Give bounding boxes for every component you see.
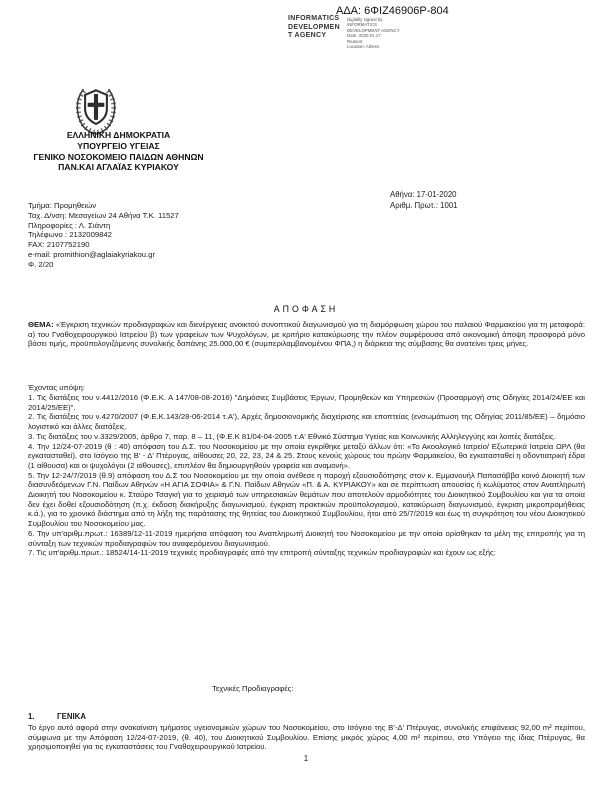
date-line: Αθήνα: 17-01-2020 — [390, 190, 457, 199]
having-intro: Έχοντας υπόψη: — [28, 383, 85, 392]
signature-detail-line: Digitally signed by — [347, 17, 383, 22]
hospital-name-line2: ΠΑΝ.ΚΑΙ ΑΓΛΑΪΑΣ ΚΥΡΙΑΚΟΥ — [58, 162, 179, 173]
meta-block — [390, 190, 458, 211]
address-line: Ταχ. Δ/νση: Μεσογείων 24 Αθήνα Τ.Κ. 11527 — [28, 210, 179, 220]
having-item-1: 1. Τις διατάξεις του ν.4412/2016 (Φ.Ε.Κ. Α 147/08-08-2016) "Δημόσιες Συμβάσεις Έργων, Προμηθειών και Υπηρεσιών (Προσαρμογή στις Οδηγίες 2014/24/ΕΕ και 2014/25/ΕΕ)". — [28, 393, 585, 412]
contact-block — [28, 201, 179, 270]
signature-agency-line: DEVELOPMEN — [288, 23, 341, 31]
having-item-7: 7. Τις υπ'αριθμ.πρωτ.: 18524/14-11-2019 τεχνικές προδιαγραφές από την επιτροπή σύνταξης τεχνικών προδιαγραφών και έχουν ως εξής: — [28, 548, 496, 558]
hospital-name-line1: ΓΕΝΙΚΟ ΝΟΣΟΚΟΜΕΙΟ ΠΑΙΔΩΝ ΑΘΗΝΩΝ — [33, 151, 204, 162]
subject-label: ΘΕΜΑ: — [28, 320, 54, 329]
protocol-line: Αριθμ. Πρωτ.: 1001 — [390, 200, 458, 210]
having-item-2: 2. Τις διατάξεις του ν.4270/2007 (Φ.Ε.Κ.143/28-06-2014 τ.Α'), Αρχές δημοσιονομικής διαχείρισης και εποπτείας (ενσωμάτωση της Οδηγίας 2011/85/ΕΕ) – δημόσιο λογιστικό και άλλες διατάξεις. — [28, 412, 585, 432]
file-ref-line: Φ. 2/20 — [28, 259, 54, 269]
general-section-number: 1. — [28, 712, 35, 721]
department-line: Τμήμα: Προμηθειών — [28, 201, 97, 210]
signature-detail-line: Date: 2020.01.17 — [347, 33, 381, 39]
signature-detail-line: DEVELOPMENT AGENCY — [347, 27, 400, 33]
signature-detail-line: Location: Athens — [347, 44, 380, 50]
page-number: 1 — [303, 754, 309, 763]
signature-agency-line: INFORMATICS — [288, 15, 340, 22]
decision-title: ΑΠΟΦΑΣΗ — [273, 304, 339, 314]
letterhead — [6, 130, 231, 173]
email-line: e-mail: promithion@aglaiakyriakou.gr — [28, 249, 156, 259]
phone-line: Τηλέφωνο : 2132009842 — [28, 230, 112, 240]
tech-specs-title: Τεχνικές Προδιαγραφές: — [212, 684, 294, 693]
general-section-text: Το έργο αυτό αφορά στην ανακαίνιση τμήματος υγειονομικών χώρων του Νοσοκομείου, στο Ισόγειο της Β'-Δ' Πτέρυγας, συνολικής επιφάνειας 92,00 m² περίπου, σύμφωνα με την Απόφαση 12/24-07-2019, (θ. 40), του Διοικητικού Συμβουλίου. Επίσης μικρός χώρος 4,00 m² περίπου, στο Υπόγειο της ίδιας Πτέρυγας, θα χρησιμοποιηθεί για τις εγκαταστάσεις του Γναθοχειρουργικού Ιατρείου. — [28, 723, 585, 752]
digital-signature-details — [347, 17, 400, 49]
having-item-3: 3. Τις διατάξεις του ν.3329/2005, άρθρο 7, παρ. 8 – 11, (Φ.Ε.Κ 81/04-04-2005 τ.Α' Εθνικό Σύστημα Υγείας και Κοινωνικής Αλληλεγγύης και λοιπές διατάξεις. — [28, 431, 556, 441]
having-items — [28, 393, 585, 558]
ministry-title: ΥΠΟΥΡΓΕΙΟ ΥΓΕΙΑΣ — [77, 140, 160, 151]
ada-number: ΑΔΑ: 6ΦΙΖ46906Ρ-804 — [336, 5, 449, 17]
general-section-title: ΓΕΝΙΚΑ — [57, 712, 86, 721]
having-item-5: 5. Την 12-24/7/2019 (θ.9) απόφαση του Δ.Σ του Νοσοκομείου με την οποία ανέθεσε η παροχή εξουσιοδότησης στον κ. Εμμανουήλ Παπασάββα κοινό Διοικητή των διασυνδεόμενων Γ.Ν. Παίδων Αθηνών «Η ΑΓΙΑ ΣΟΦΙΑ» & Γ.Ν. Παίδων Αθηνών «Π. & Α. ΚΥΡΙΑΚΟΥ» και σε περίπτωση απουσίας ή κωλύματος στον Αναπληρωτή Διοικητή του Νοσοκομείου κ. Σταύρο Τσαγκή για το χειρισμό των υπηρεσιακών θεμάτων που αποτελούν αρμοδιότητες του Διοικητικού Συμβουλίου και για τα οποία δεν έχει δοθεί εξουσιοδότηση (π.χ. έκδοση διακήρυξης διαγωνισμού, έγκριση πρακτικών προϋπολογισμού, κατακύρωση διαγωνισμού, έγκριση μικροπρομήθειας κ.ά.), για το χρονικό διάστημα από τη λήξη της παράτασης της θητείας του Διοικητικού Συμβουλίου, ήτοι από 25/7/2019 και έως τη συγκρότηση του νέου Διοικητικού Συμβουλίου του Νοσοκομείου μας. — [28, 470, 585, 529]
fax-line: FAX: 2107752190 — [28, 240, 90, 250]
signature-detail-line: INFORMATICS — [347, 22, 377, 28]
digital-signature-agency — [288, 15, 340, 41]
having-item-4: 4. Την 12/24-07-2019 (θ : 40) απόφαση του Δ.Σ. του Νοσοκομείου με την οποία εγκρίθηκε μεταξύ άλλων ότι: «Το Ακοολογικό Ιατρείο/ Εξωτερικά Ιατρεία ΩΡΛ (θα εγκατασταθεί), στο Ισόγειο της Β' - Δ' Πτέρυγας, αίθουσες 20, 22, 23, 24 & 25. Στους κενούς χώρους του πρώην Φαρμακείου, θα εγκατασταθεί η οδοντιατρική έδρα (1 αίθουσα) και οι ψυχολόγοι (2 αίθουσες), επιπλέον θα δημιουργηθούν γραφεία και αναμονή». — [28, 441, 585, 470]
having-item-6: 6. Την υπ'αριθμ.πρωτ.: 16389/12-11-2019 ημερήσια απόφαση του Αναπληρωτή Διοικητή του Νοσοκομείου με την οποία ορίσθηκαν τα μέλη της επιτροπής για τη σύνταξη των τεχνικών προδιαγραφών του αναφερόμενου διαγωνισμού. — [28, 528, 585, 548]
signature-agency-line: T AGENCY — [288, 32, 327, 40]
subject-paragraph — [28, 320, 585, 349]
signature-detail-line: Reason: — [347, 38, 364, 44]
republic-title: ΕΛΛΗΝΙΚΗ ΔΗΜΟΚΡΑΤΙΑ — [66, 130, 171, 140]
information-line: Πληροφορίες : Λ. Σιάντη — [28, 220, 111, 230]
subject-text: «Έγκριση τεχνικών προδιαγραφών και διενέργειας ανοικτού συνοπτικού διαγωνισμού για τη διαμόρφωση χώρου του παλαιού Φαρμακείου για τη μεταφορά: α) του Γναθοχειρουργικού Ιατρείου β) των γραφείων των Ψυχολόγων, με κριτήριο κατακύρωσης την πλέον συμφέρουσα από οικονομική άποψη προσφορά μόνο βάσει τιμής, προϋπολογιζόμενης συνολικής δαπάνης 25.000,00 € (συμπεριλαμβανομένου ΦΠΑ,) η διάρκεια της σύμβασης θα ανατείνει τρεις μήνες. — [28, 320, 586, 349]
